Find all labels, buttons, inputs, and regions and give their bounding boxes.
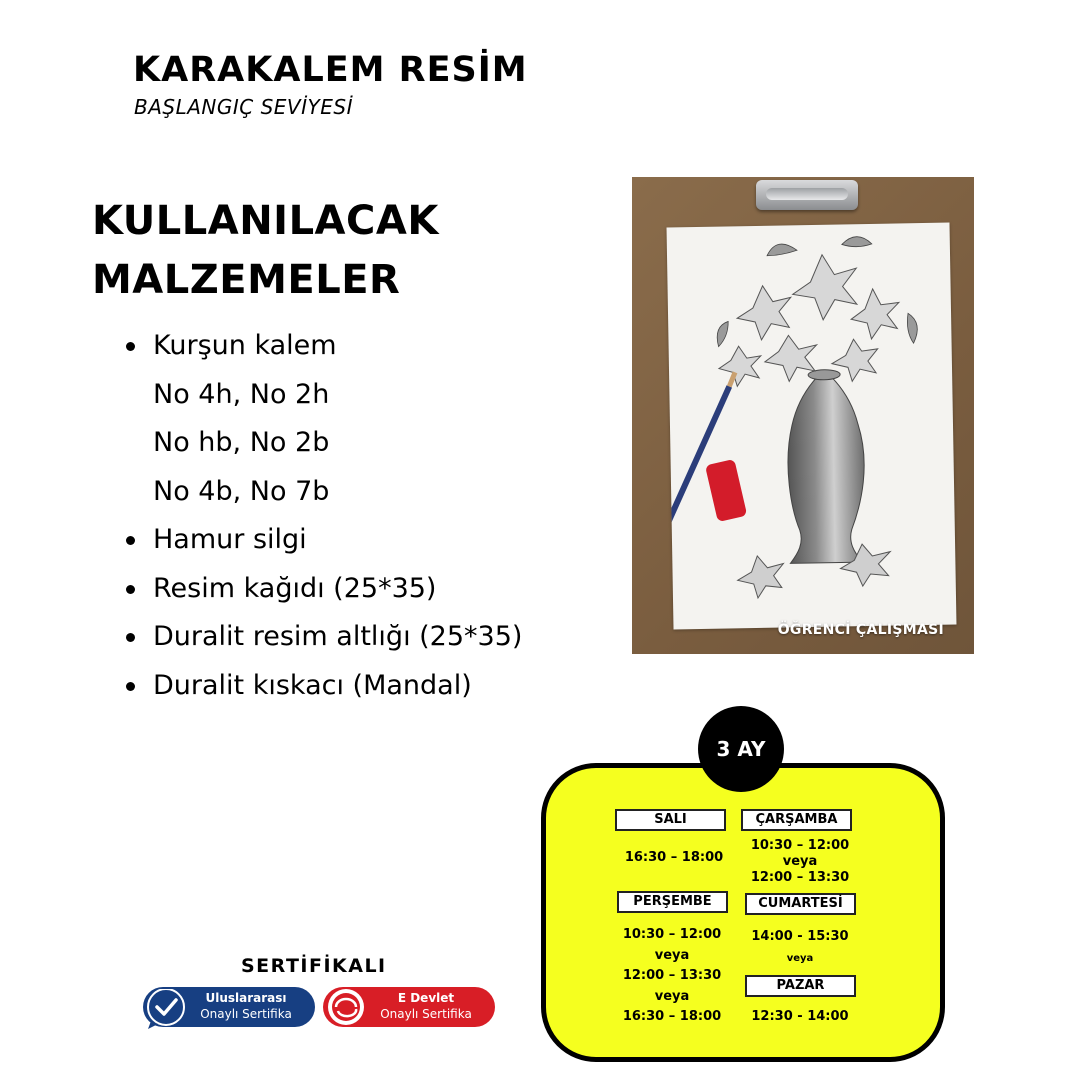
certificate-heading: SERTİFİKALI bbox=[241, 955, 387, 977]
time-persembe-2: 12:00 – 13:30 bbox=[622, 968, 722, 983]
materials-item-text: No 4b, No 7b bbox=[153, 475, 330, 507]
certificate-line1: Uluslararası bbox=[205, 991, 287, 1005]
bullet-icon bbox=[126, 585, 135, 594]
materials-list-item bbox=[120, 662, 522, 711]
materials-list-item bbox=[120, 516, 522, 565]
certificate-line2: Onaylı Sertifika bbox=[380, 1007, 472, 1021]
materials-list-item bbox=[120, 565, 522, 614]
bullet-icon bbox=[126, 342, 135, 351]
drawing-paper bbox=[667, 223, 957, 630]
international-certificate-badge bbox=[143, 987, 315, 1027]
bullet-icon bbox=[126, 682, 135, 691]
course-level: BAŞLANGIÇ SEVİYESİ bbox=[134, 95, 353, 119]
materials-item-text: Resim kağıdı (25*35) bbox=[153, 572, 437, 604]
materials-item-text: Duralit resim altlığı (25*35) bbox=[153, 621, 523, 652]
time-persembe-or2: veya bbox=[654, 989, 690, 1004]
bullet-icon bbox=[126, 633, 135, 642]
bullet-icon bbox=[126, 536, 135, 545]
course-title: KARAKALEM RESİM bbox=[133, 50, 528, 90]
day-label-sali: SALI bbox=[615, 809, 726, 831]
time-carsamba-1: 10:30 – 12:00 bbox=[750, 838, 850, 853]
materials-list-item bbox=[120, 322, 522, 371]
time-cumartesi-1: 14:00 - 15:30 bbox=[751, 929, 849, 944]
time-carsamba-2: 12:00 – 13:30 bbox=[750, 870, 850, 885]
materials-item-text: Hamur silgi bbox=[153, 524, 307, 555]
student-work-photo bbox=[632, 177, 974, 654]
materials-item-text: No hb, No 2b bbox=[153, 427, 330, 458]
schedule-card bbox=[541, 763, 945, 1062]
time-carsamba-or: veya bbox=[782, 854, 818, 869]
duration-badge: 3 AY bbox=[698, 706, 784, 792]
day-label-cumartesi: CUMARTESİ bbox=[745, 893, 856, 915]
day-label-pazar: PAZAR bbox=[745, 975, 856, 997]
time-persembe-or1: veya bbox=[654, 948, 690, 963]
materials-list bbox=[120, 322, 522, 710]
time-persembe-3: 16:30 – 18:00 bbox=[622, 1009, 722, 1024]
time-sali-1: 16:30 – 18:00 bbox=[624, 850, 724, 865]
edevlet-certificate-badge bbox=[323, 987, 495, 1027]
certificate-line2: Onaylı Sertifika bbox=[200, 1007, 292, 1021]
materials-list-subitem bbox=[120, 371, 522, 420]
day-label-persembe: PERŞEMBE bbox=[617, 891, 728, 913]
materials-list-subitem bbox=[120, 419, 522, 468]
vase-drawing bbox=[667, 223, 957, 630]
clipboard-clip bbox=[756, 180, 858, 210]
materials-list-subitem bbox=[120, 468, 522, 517]
materials-heading-line1: KULLANILACAK bbox=[92, 198, 439, 244]
materials-item-text: Kurşun kalem bbox=[153, 330, 337, 361]
materials-list-item bbox=[120, 613, 522, 662]
time-persembe-1: 10:30 – 12:00 bbox=[622, 927, 722, 942]
time-pazar-1: 12:30 - 14:00 bbox=[751, 1009, 849, 1024]
day-label-carsamba: ÇARŞAMBA bbox=[741, 809, 852, 831]
materials-item-text: No 4h, No 2h bbox=[153, 378, 330, 410]
materials-heading-line2: MALZEMELER bbox=[92, 257, 401, 303]
materials-item-text: Duralit kıskacı (Mandal) bbox=[153, 669, 472, 701]
materials-heading bbox=[92, 192, 532, 310]
photo-caption: ÖĞRENCİ ÇALIŞMASI bbox=[777, 622, 944, 638]
certificate-line1: E Devlet bbox=[397, 991, 455, 1005]
time-cumartesi-or: veya bbox=[786, 953, 814, 964]
